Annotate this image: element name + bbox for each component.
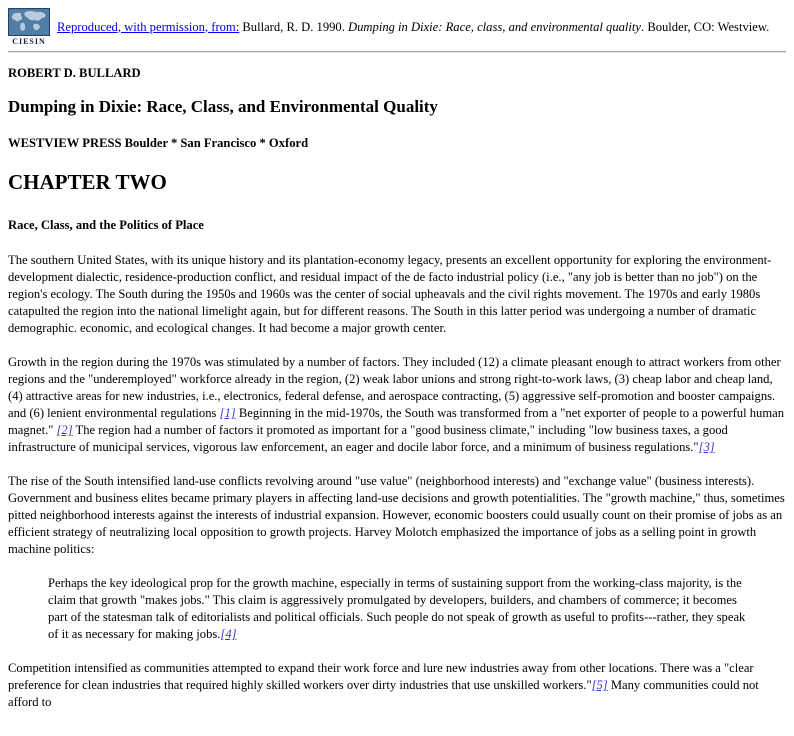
publisher-line: WESTVIEW PRESS Boulder * San Francisco * Oxford <box>8 136 309 150</box>
citation-pre: Bullard, R. D. 1990. <box>239 19 349 34</box>
ciesin-logo-label: CIESIN <box>12 37 46 46</box>
paragraph-2 <box>8 354 786 456</box>
section-heading: Race, Class, and the Politics of Place <box>8 218 204 232</box>
block-quote <box>48 575 746 643</box>
world-map-icon <box>8 8 50 36</box>
paragraph-3: The rise of the South intensified land-use conflicts revolving around "use value" (neighborhood interests) and "exchange value" (business interests). Government and business elites became primary players in affecting land-use decisions and growth potentialities. The "growth machine," thus, sometimes pitted neighborhood interests against the interests of industrial expansion. However, economic boosters could usually count on their promise of jobs as an efficient strategy of neutralizing local opposition to growth projects. Harvey Molotch emphasized the importance of jobs as a selling point in growth machine politics: <box>8 474 785 556</box>
paragraph-1: The southern United States, with its unique history and its plantation-economy legacy, presents an excellent opportunity for exploring the environment-development dialectic, residence-production conflict, and residual impact of the de facto industrial policy (i.e., "any job is better than no job") on the region's ecology. The South during the 1950s and 1960s was the center of social upheavals and the civil rights movement. The 1970s and early 1980s catapulted the region into the national limelight again, but for different reasons. The South in this latter period was undergoing a number of dramatic demographic. economic, and ecological changes. It had become a major growth center. <box>8 253 772 335</box>
ciesin-logo-link[interactable] <box>8 8 50 46</box>
citation-post: . Boulder, CO: Westview. <box>641 19 770 34</box>
footnote-link-3[interactable]: [3] <box>698 440 715 454</box>
paragraph-5 <box>8 660 786 711</box>
footnote-link-1[interactable]: [1] <box>219 406 236 420</box>
permission-link[interactable]: Reproduced, with permission, from: <box>57 19 240 34</box>
permission-header <box>8 8 786 46</box>
paragraph-2-text-b: Beginning in the mid-1970s, the South was transformed from a "net exporter of people to a powerful human magnet." <box>8 406 784 437</box>
header-divider <box>8 51 786 53</box>
paragraph-5-text-b: Many communities could not afford to <box>8 678 759 709</box>
chapter-heading: CHAPTER TWO <box>8 170 167 194</box>
book-title-heading: Dumping in Dixie: Race, Class, and Environmental Quality <box>8 97 438 116</box>
footnote-link-2[interactable]: [2] <box>56 423 73 437</box>
paragraph-5-text-a: Competition intensified as communities attempted to expand their work force and lure new industries away from other locations. There was a "clear preference for clean industries that required highly skilled workers over dirty industries that use unskilled workers." <box>8 661 754 692</box>
footnote-link-5[interactable]: [5] <box>591 678 608 692</box>
paragraph-2-text-c: The region had a number of factors it promoted as important for a "good business climate," including "low business taxes, a good infrastructure of municipal services, vigorous law enforcement, an eager and docile labor force, and a minimum of business regulations." <box>8 423 728 454</box>
author-heading: ROBERT D. BULLARD <box>8 66 141 80</box>
quote-text: Perhaps the key ideological prop for the growth machine, especially in terms of sustaining support from the working-class majority, is the claim that growth "makes jobs." This claim is aggressively promulgated by developers, builders, and chambers of commerce; it becomes part of the statesman talk of editorialists and political officials. Such people do not speak of growth as useful to profits---rather, they speak of it as necessary for making jobs. <box>48 576 746 641</box>
citation-line <box>57 19 769 36</box>
footnote-link-4[interactable]: [4] <box>220 627 237 641</box>
citation-title: Dumping in Dixie: Race, class, and environmental quality <box>348 19 642 34</box>
paragraph-2-text-a: Growth in the region during the 1970s was stimulated by a number of factors. They included (12) a climate pleasant enough to attract workers from other regions and the "underemployed" workforce already in the region, (2) weak labor unions and strong right-to-work laws, (3) cheap labor and cheap land, (4) attractive areas for new industries, i.e., electronics, federal defense, and aerospace contracting, (5) aggressive self-promotion and booster campaigns. and (6) lenient environmental regulations <box>8 355 781 420</box>
